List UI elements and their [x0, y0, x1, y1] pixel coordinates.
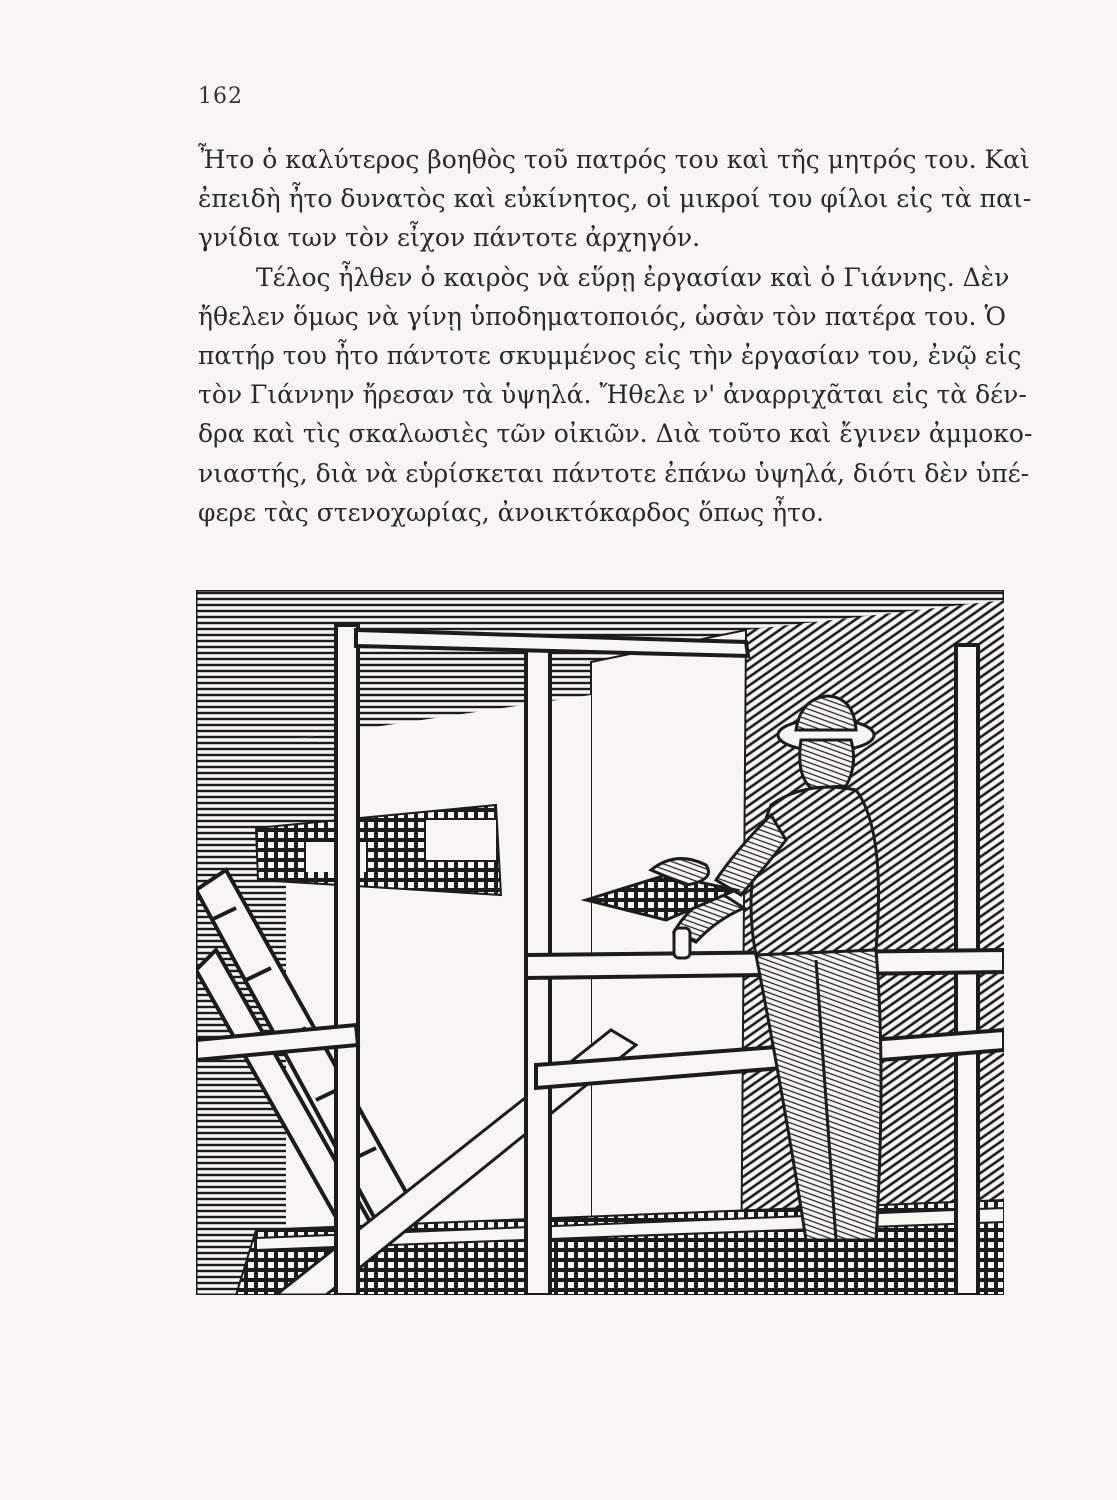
page-number: 162: [198, 84, 243, 109]
text-line: Τέλος ἦλθεν ὁ καιρὸς νὰ εὕρῃ ἐργασίαν καὶ ὁ Γιάννης. Δὲν: [256, 262, 1010, 292]
text-line: φερε τὰς στενοχωρίας, ἀνοικτόκαρδος ὅπως ἦτο.: [198, 497, 824, 527]
body-text: [198, 140, 1033, 532]
text-line: νιαστής, διὰ νὰ εὑρίσκεται πάντοτε ἐπάνω ὑψηλά, διότι δὲν ὑπέ-: [198, 458, 1030, 488]
text-line: δρα καὶ τὶς σκαλωσιὲς τῶν οἰκιῶν. Διὰ τοῦτο καὶ ἔγινεν ἀμμοκο-: [198, 419, 1033, 449]
text-line: Ἦτο ὁ καλύτερος βοηθὸς τοῦ πατρός του καὶ τῆς μητρός του. Καὶ: [198, 145, 1030, 174]
text-line: ἐπειδὴ ἦτο δυνατὸς καὶ εὐκίνητος, οἱ μικροί του φίλοι εἰς τὰ παι-: [198, 184, 1032, 214]
text-line: τὸν Γιάννην ἤρεσαν τὰ ὑψηλά. Ἤθελε ν' ἀναρριχᾶται εἰς τὰ δέν-: [198, 380, 1027, 410]
scaffold-worker-illustration: [196, 590, 1004, 1295]
text-line: πατήρ του ἦτο πάντοτε σκυμμένος εἰς τὴν ἐργασίαν του, ἐνῷ εἰς: [198, 341, 1022, 371]
text-line: ἤθελεν ὅμως νὰ γίνῃ ὑποδηματοποιός, ὡσὰν τὸν πατέρα του. Ὁ: [198, 301, 1006, 331]
text-line: γνίδια των τὸν εἶχον πάντοτε ἀρχηγόν.: [198, 223, 701, 253]
